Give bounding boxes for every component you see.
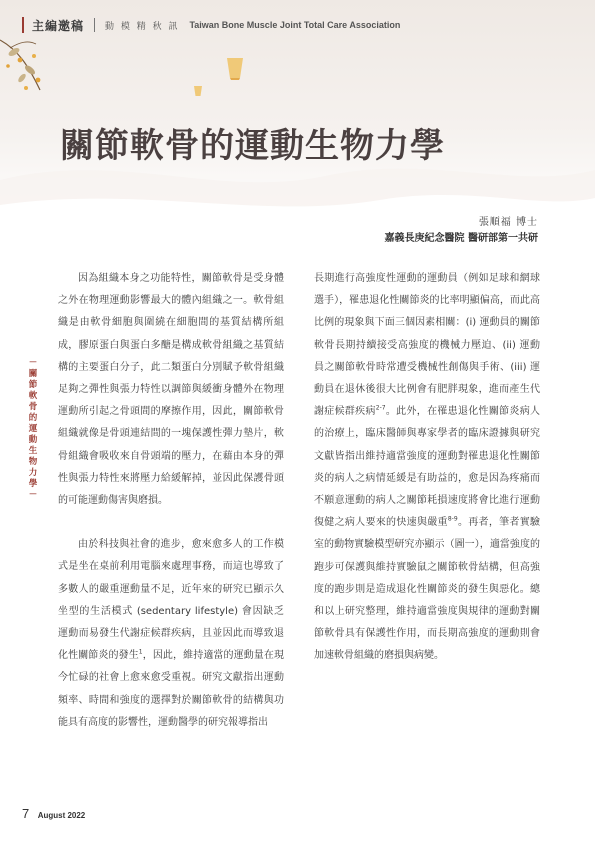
running-header (22, 14, 400, 36)
paragraph-3-text: 長期進行高強度性運動的運動員（例如足球和網球選手），罹患退化性關節炎的比率明顯偏高，而此高比例的現象與下面三個因素相關：(i) 運動員的關節軟骨長期持續接受高強度的機械力壓迫、(ii) 運動員之關節軟骨時常遭受機械性創傷與手術、(iii) 運動員在退休後很大比例會有肥胖現象，進而產生代謝症候群疾病 (314, 273, 540, 418)
paragraph-3 (314, 268, 540, 668)
paragraph-3-text-end: 。再者，筆者實驗室的動物實驗模型研究亦顯示（圖一），適當強度的跑步可保護與維持實驗鼠之關節軟骨結構，但高強度的跑步則是造成退化性關節炎的發生與惡化。總和以上研究整理，維持適當強度與規律的運動對關節軟骨具有保護性作用，而長期高強度的運動則會加速軟骨組織的磨損與病變。 (314, 517, 541, 662)
header-journal-name: 動 模 精 秋 訊 (105, 21, 180, 32)
citation-superscript: 8-9 (447, 515, 458, 523)
paragraph-2 (58, 534, 284, 734)
side-running-label: －關節軟骨的運動生物力學－ (28, 358, 38, 500)
header-section-label: 主編邀稿 (32, 18, 85, 33)
paragraph-2-text: 由於科技與社會的進步，愈來愈多人的工作模式是坐在桌前利用電腦來處理事務，而這也導致了多數人的嚴重運動量不足，近年來的研究已顯示久坐型的生活模式 (sedentary lifestyle) 會因缺乏運動而易發生代謝症候群疾病，且並因此而導致退化性關節炎的發生 (58, 539, 284, 662)
paragraph-2-text-cont: ，因此，維持適當的運動量在現今忙碌的社會上愈來愈受重視。研究文獻指出運動頻率、時間和強度的選擇對於關節軟骨的結構與功能具有高度的影響性，運動醫學的研究報導指出 (58, 650, 285, 728)
header-divider (94, 18, 95, 32)
page-number: 7 (22, 806, 30, 821)
author-affiliation: 嘉義長庚紀念醫院 醫研部第一共研 (384, 233, 538, 244)
article-title: 關節軟骨的運動生物力學 (60, 126, 445, 166)
header-association-name: Taiwan Bone Muscle Joint Total Care Association (189, 20, 401, 30)
citation-superscript: 1 (138, 648, 143, 656)
citation-superscript: 2-7 (375, 404, 386, 412)
page-footer (22, 805, 85, 823)
lantern-small-icon (193, 85, 203, 97)
header-accent-bar (22, 17, 24, 33)
lantern-large-icon (224, 56, 246, 80)
body-column-right (314, 268, 540, 668)
blossom-branch-decoration (0, 30, 70, 110)
paragraph-1: 因為組織本身之功能特性，關節軟骨是受身體之外在物理運動影響最大的體內組織之一。軟骨組織是由軟骨細胞與圍繞在細胞間的基質結構所組成，膠原蛋白與蛋白多醣是構成軟骨組織之基質結構的主要蛋白分子，此二類蛋白分別賦予軟骨組織足夠之彈性與張力特性以調節與緩衝身體外在物理運動所引起之骨頭間的摩擦作用，因此，關節軟骨組織就像是骨頭連結間的一塊保護性彈力墊片，軟骨組織會吸收來自骨頭端的壓力，在藉由本身的彈性與張力特性來將壓力給緩解掉，並因此保護骨頭的可能運動傷害與磨損。 (58, 273, 284, 507)
body-column-left (58, 268, 284, 734)
author-name: 張順福 博士 (478, 217, 538, 228)
paragraph-3-text-cont: 。此外，在罹患退化性關節炎病人的治療上，臨床醫師與專家學者的臨床證據與研究文獻皆指出維持適當強度的運動對罹患退化性關節炎的病人之病情延緩是有助益的，愈是因為疼痛而不願意運動的病人之關節耗損速度將會比進行運動復健之病人要來的快速與嚴重 (314, 406, 541, 529)
issue-date: August 2022 (37, 811, 86, 820)
